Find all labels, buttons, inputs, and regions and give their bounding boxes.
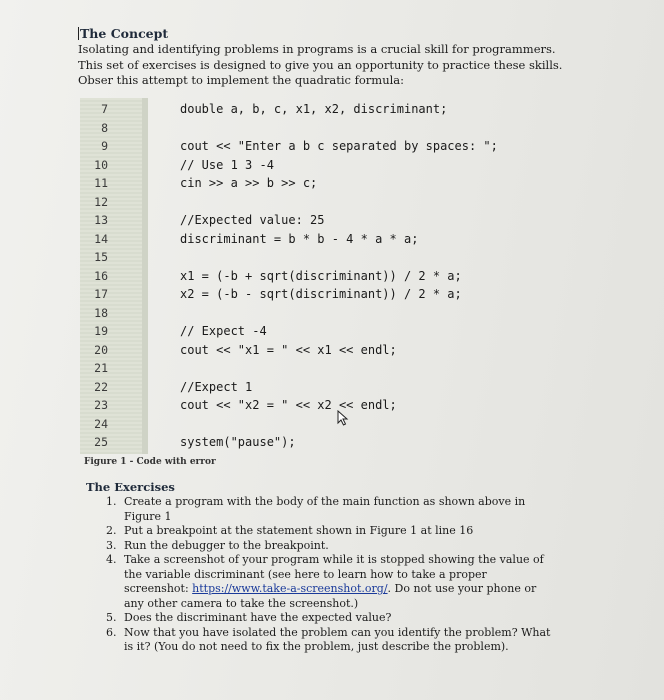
line-number: 20 <box>94 342 108 357</box>
line-number: 24 <box>94 416 108 431</box>
line-number: 8 <box>101 120 108 135</box>
code-line: //Expected value: 25 <box>180 213 325 227</box>
code-line: discriminant = b * b - 4 * a * a; <box>180 231 419 246</box>
code-line: system("pause"); <box>180 435 296 449</box>
code-line: x2 = (-b - sqrt(discriminant)) / 2 * a; <box>180 287 462 301</box>
line-number: 22 <box>94 379 108 394</box>
line-number: 11 <box>94 176 108 190</box>
concept-line-2: This set of exercises is designed to give you an opportunity to practice these skills. <box>78 57 563 72</box>
list-item: 3. Run the debugger to the breakpoint. <box>106 538 329 552</box>
code-line: cout << "x1 = " << x1 << endl; <box>180 342 397 357</box>
line-number: 15 <box>94 250 108 264</box>
code-line: x1 = (-b + sqrt(discriminant)) / 2 * a; <box>180 268 462 283</box>
mouse-pointer-icon <box>337 410 351 426</box>
line-number: 18 <box>94 305 108 320</box>
concept-section <box>78 26 648 89</box>
exercises-title: The Exercises <box>86 480 175 494</box>
code-line: // Expect -4 <box>180 324 267 338</box>
code-lines <box>180 100 498 452</box>
exercise-list <box>106 495 551 655</box>
line-number: 7 <box>101 102 108 116</box>
list-item: 4. Take a screenshot of your program while it is stopped showing the value of the variable discriminant (see here to learn how to take a proper screenshot: https://www.take-a-screenshot.org/. Do not use your phone or any other camera to take the screenshot.) <box>106 553 544 610</box>
code-line <box>180 304 498 323</box>
code-line: // Use 1 3 -4 <box>180 157 274 172</box>
line-number: 12 <box>94 194 108 209</box>
line-number: 9 <box>101 139 108 153</box>
line-number: 16 <box>94 268 108 283</box>
code-line: cin >> a >> b >> c; <box>180 176 318 190</box>
concept-line-3: Obser this attempt to implement the quadratic formula: <box>78 73 405 87</box>
gutter-divider <box>142 98 148 454</box>
list-item: 5. Does the discriminant have the expected value? <box>106 611 392 624</box>
code-line <box>180 119 498 138</box>
code-line <box>180 193 498 212</box>
code-line: //Expect 1 <box>180 379 253 394</box>
code-line <box>180 359 498 378</box>
line-number: 19 <box>94 324 108 338</box>
line-number: 17 <box>94 287 108 301</box>
figure-caption: Figure 1 - Code with error <box>84 457 216 467</box>
line-numbers <box>80 100 108 452</box>
text-caret <box>78 27 79 40</box>
concept-title: The Concept <box>80 26 169 41</box>
code-line: cout << "x2 = " << x2 << endl; <box>180 398 397 412</box>
code-line: cout << "Enter a b c separated by spaces: "; <box>180 139 498 153</box>
line-number: 14 <box>94 231 108 246</box>
line-number: 25 <box>94 435 108 449</box>
code-figure <box>80 98 640 458</box>
line-number: 21 <box>94 361 108 375</box>
line-number: 13 <box>94 213 108 227</box>
list-item: 6. Now that you have isolated the problem can you identify the problem? What is it? (You do not need to fix the problem, just describe the problem). <box>106 625 551 653</box>
concept-line-1: Isolating and identifying problems in programs is a crucial skill for programmers. <box>78 42 556 56</box>
screenshot-guide-link[interactable]: https://www.take-a-screenshot.org/ <box>192 582 388 595</box>
line-number: 23 <box>94 398 108 412</box>
list-item: 1. Create a program with the body of the main function as shown above in Figure 1 <box>106 495 526 523</box>
list-item: 2. Put a breakpoint at the statement shown in Figure 1 at line 16 <box>106 524 474 537</box>
code-line <box>180 248 498 267</box>
line-number: 10 <box>94 157 108 172</box>
code-line: double a, b, c, x1, x2, discriminant; <box>180 102 448 116</box>
